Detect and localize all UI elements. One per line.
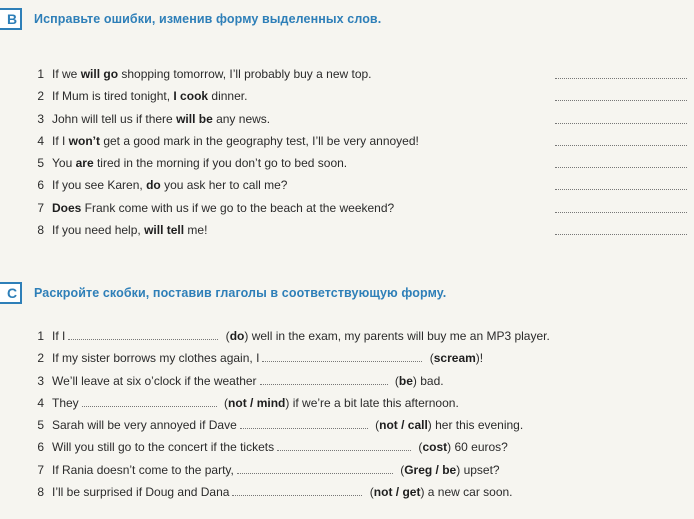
- exercise-b-item: [0, 108, 694, 130]
- item-sentence: If I won’t get a good mark in the geography test, I’ll be very annoyed!: [52, 133, 419, 148]
- answer-blank[interactable]: [237, 462, 393, 474]
- section-b-header: [0, 8, 381, 30]
- item-sentence: If you see Karen, do you ask her to call me?: [52, 178, 288, 193]
- item-number: 8: [37, 485, 44, 500]
- item-number: 7: [37, 200, 44, 215]
- item-number: 5: [37, 156, 44, 171]
- answer-blank[interactable]: [555, 212, 687, 213]
- item-number: 7: [37, 462, 44, 477]
- item-sentence: Does Frank come with us if we go to the beach at the weekend?: [52, 200, 395, 215]
- item-sentence: John will tell us if there will be any news.: [52, 111, 271, 126]
- item-number: 1: [37, 67, 44, 81]
- section-c-letter: C: [0, 282, 22, 304]
- item-sentence: Sarah will be very annoyed if Dave (not / call) her this evening.: [52, 418, 524, 433]
- item-sentence: We’ll leave at six o’clock if the weather (be) bad.: [52, 373, 444, 388]
- item-sentence: If Rania doesn’t come to the party, (Greg / be) upset?: [52, 462, 500, 477]
- item-sentence: If Mum is tired tonight, I cook dinner.: [52, 89, 248, 104]
- section-b-letter: B: [0, 8, 22, 30]
- item-number: 1: [37, 329, 44, 343]
- section-b-list: [0, 63, 694, 241]
- answer-blank[interactable]: [555, 78, 687, 79]
- item-number: 5: [37, 418, 44, 433]
- answer-blank[interactable]: [555, 189, 687, 190]
- exercise-c-item: [0, 325, 694, 347]
- answer-blank[interactable]: [82, 395, 217, 407]
- exercise-c-item: [0, 436, 694, 458]
- exercise-b-item: [0, 174, 694, 196]
- answer-blank[interactable]: [240, 417, 368, 429]
- item-sentence: If I (do) well in the exam, my parents will buy me an MP3 player.: [52, 329, 550, 343]
- answer-blank[interactable]: [232, 484, 362, 496]
- item-sentence: If we will go shopping tomorrow, I’ll probably buy a new top.: [52, 67, 372, 81]
- answer-blank[interactable]: [555, 167, 687, 168]
- answer-blank[interactable]: [555, 100, 687, 101]
- section-b-instruction: Исправьте ошибки, изменив форму выделенных слов.: [34, 12, 382, 26]
- answer-blank[interactable]: [555, 145, 687, 146]
- item-sentence: You are tired in the morning if you don’t go to bed soon.: [52, 156, 348, 171]
- section-c-instruction: Раскройте скобки, поставив глаголы в соответствующую форму.: [34, 286, 447, 300]
- section-c-list: [0, 325, 694, 503]
- item-number: 6: [37, 178, 44, 193]
- exercise-b-item: [0, 85, 694, 107]
- item-number: 3: [37, 373, 44, 388]
- answer-blank[interactable]: [262, 350, 422, 362]
- item-number: 4: [37, 395, 44, 410]
- exercise-c-item: [0, 392, 694, 414]
- answer-blank[interactable]: [555, 234, 687, 235]
- exercise-c-item: [0, 481, 694, 503]
- item-number: 2: [37, 89, 44, 104]
- exercise-c-item: [0, 459, 694, 481]
- item-number: 2: [37, 351, 44, 366]
- answer-blank[interactable]: [277, 439, 411, 451]
- exercise-b-item: [0, 130, 694, 152]
- item-number: 4: [37, 133, 44, 148]
- exercise-b-item: [0, 152, 694, 174]
- exercise-b-item: [0, 219, 694, 241]
- item-number: 8: [37, 223, 44, 238]
- item-sentence: They (not / mind) if we’re a bit late this afternoon.: [52, 395, 459, 410]
- item-number: 3: [37, 111, 44, 126]
- answer-blank[interactable]: [555, 123, 687, 124]
- exercise-c-item: [0, 347, 694, 369]
- exercise-b-item: [0, 63, 694, 85]
- item-sentence: Will you still go to the concert if the tickets (cost) 60 euros?: [52, 440, 508, 455]
- answer-blank[interactable]: [260, 373, 388, 385]
- section-c-header: [0, 282, 446, 304]
- item-sentence: If my sister borrows my clothes again, I (scream)!: [52, 351, 484, 366]
- item-sentence: I’ll be surprised if Doug and Dana (not / get) a new car soon.: [52, 485, 513, 500]
- answer-blank[interactable]: [68, 328, 218, 340]
- exercise-c-item: [0, 414, 694, 436]
- exercise-c-item: [0, 370, 694, 392]
- exercise-b-item: [0, 197, 694, 219]
- item-number: 6: [37, 440, 44, 455]
- item-sentence: If you need help, will tell me!: [52, 223, 208, 238]
